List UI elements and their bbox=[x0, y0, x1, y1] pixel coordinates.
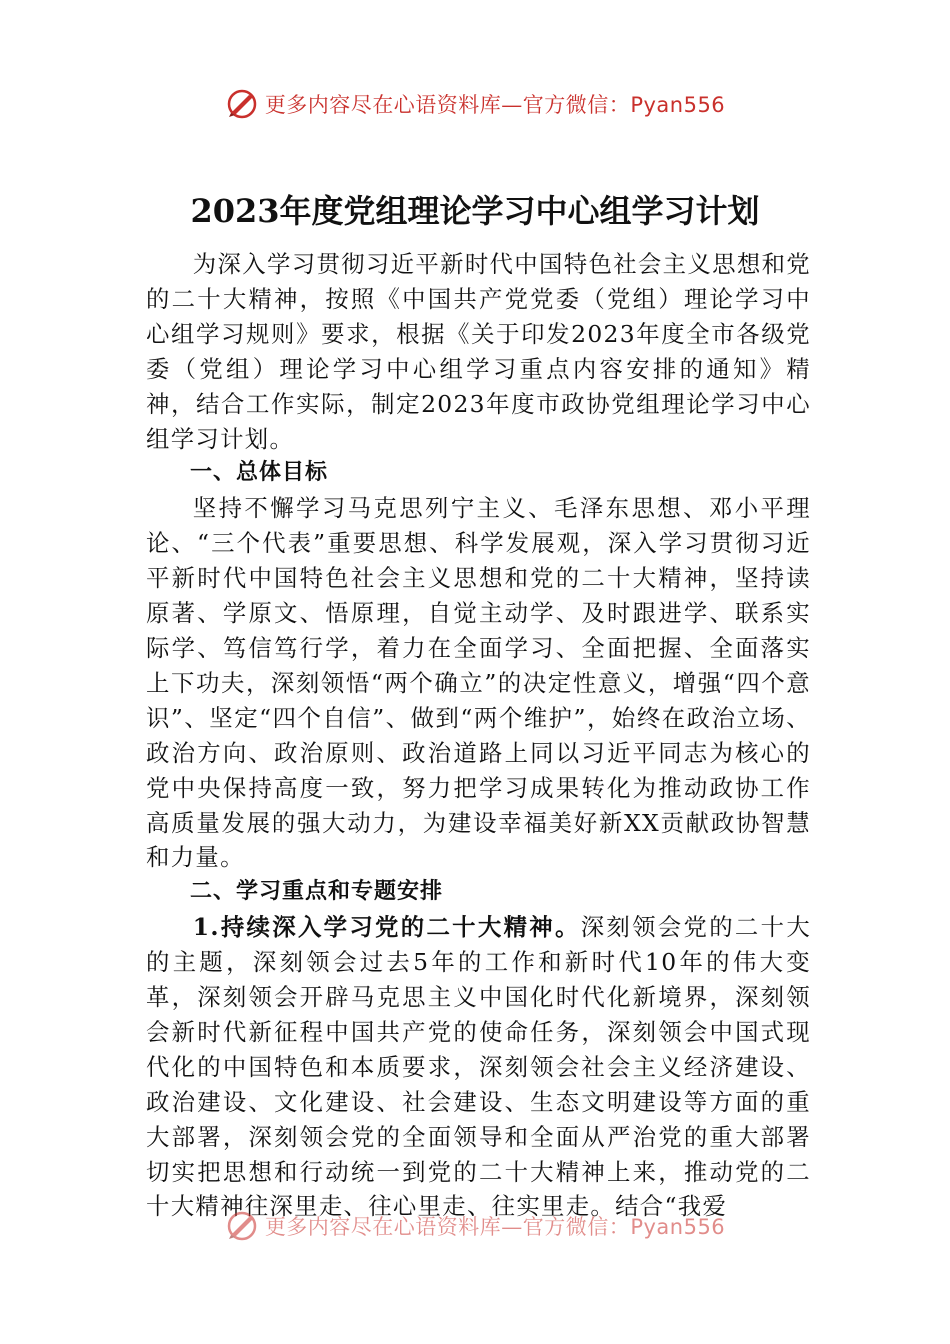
pen-logo-icon bbox=[225, 87, 259, 121]
footer-watermark-account: Pyan556 bbox=[630, 1215, 726, 1239]
watermark-account: Pyan556 bbox=[630, 93, 726, 117]
footer-watermark-text: 更多内容尽在心语资料库—官方微信：Pyan556 bbox=[264, 1215, 726, 1239]
pen-logo-icon-footer bbox=[225, 1209, 259, 1243]
header-watermark bbox=[0, 84, 950, 124]
item1-paragraph bbox=[146, 910, 811, 1224]
document-body bbox=[146, 247, 811, 1224]
item1-text: 深刻领会党的二十大的主题，深刻领会过去5年的工作和新时代10年的伟大变革，深刻领会开辟马克思主义中国化时代化新境界，深刻领会新时代新征程中国共产党的使命任务，深刻领会中国式现代化的中国特色和本质要求，深刻领会社会主义经济建设、政治建设、文化建设、社会建设、生态文明建设等方面的重大部署，深刻领会党的全面领导和全面从严治党的重大部署切实把思想和行动统一到党的二十大精神上来，推动党的二十大精神往深里走、往心里走、往实里走。结合“我爱 bbox=[146, 913, 812, 1221]
section-heading-schedule: 二、学习重点和专题安排 bbox=[190, 879, 444, 905]
footer-watermark bbox=[0, 1206, 950, 1246]
watermark-text: 更多内容尽在心语资料库—官方微信：Pyan556 bbox=[264, 93, 726, 117]
document-title: 2023年度党组理论学习中心组学习计划 bbox=[190, 192, 760, 230]
goals-paragraph: 坚持不懈学习马克思列宁主义、毛泽东思想、邓小平理论、“三个代表”重要思想、科学发展观，深入学习贯彻习近平新时代中国特色社会主义思想和党的二十大精神，坚持读原著、学原文、悟原理，自觉主动学、及时跟进学、联系实际学、笃信笃行学，着力在全面学习、全面把握、全面落实上下功夫，深刻领悟“两个确立”的决定性意义，增强“四个意识”、坚定“四个自信”、做到“两个维护”，始终在政治立场、政治方向、政治原则、政治道路上同以习近平同志为核心的党中央保持高度一致，努力把学习成果转化为推动政协工作高质量发展的强大动力，为建设幸福美好新XX贡献政协智慧和力量。 bbox=[146, 494, 811, 872]
section-heading-goals: 一、总体目标 bbox=[190, 460, 329, 486]
intro-paragraph: 为深入学习贯彻习近平新时代中国特色社会主义思想和党的二十大精神，按照《中国共产党党委（党组）理论学习中心组学习规则》要求，根据《关于印发2023年度全市各级党委（党组）理论学习中心组学习重点内容安排的通知》精神，结合工作实际，制定2023年度市政协党组理论学习中心组学习计划。 bbox=[146, 250, 811, 453]
item1-lead: 1.持续深入学习党的二十大精神。 bbox=[192, 913, 581, 942]
